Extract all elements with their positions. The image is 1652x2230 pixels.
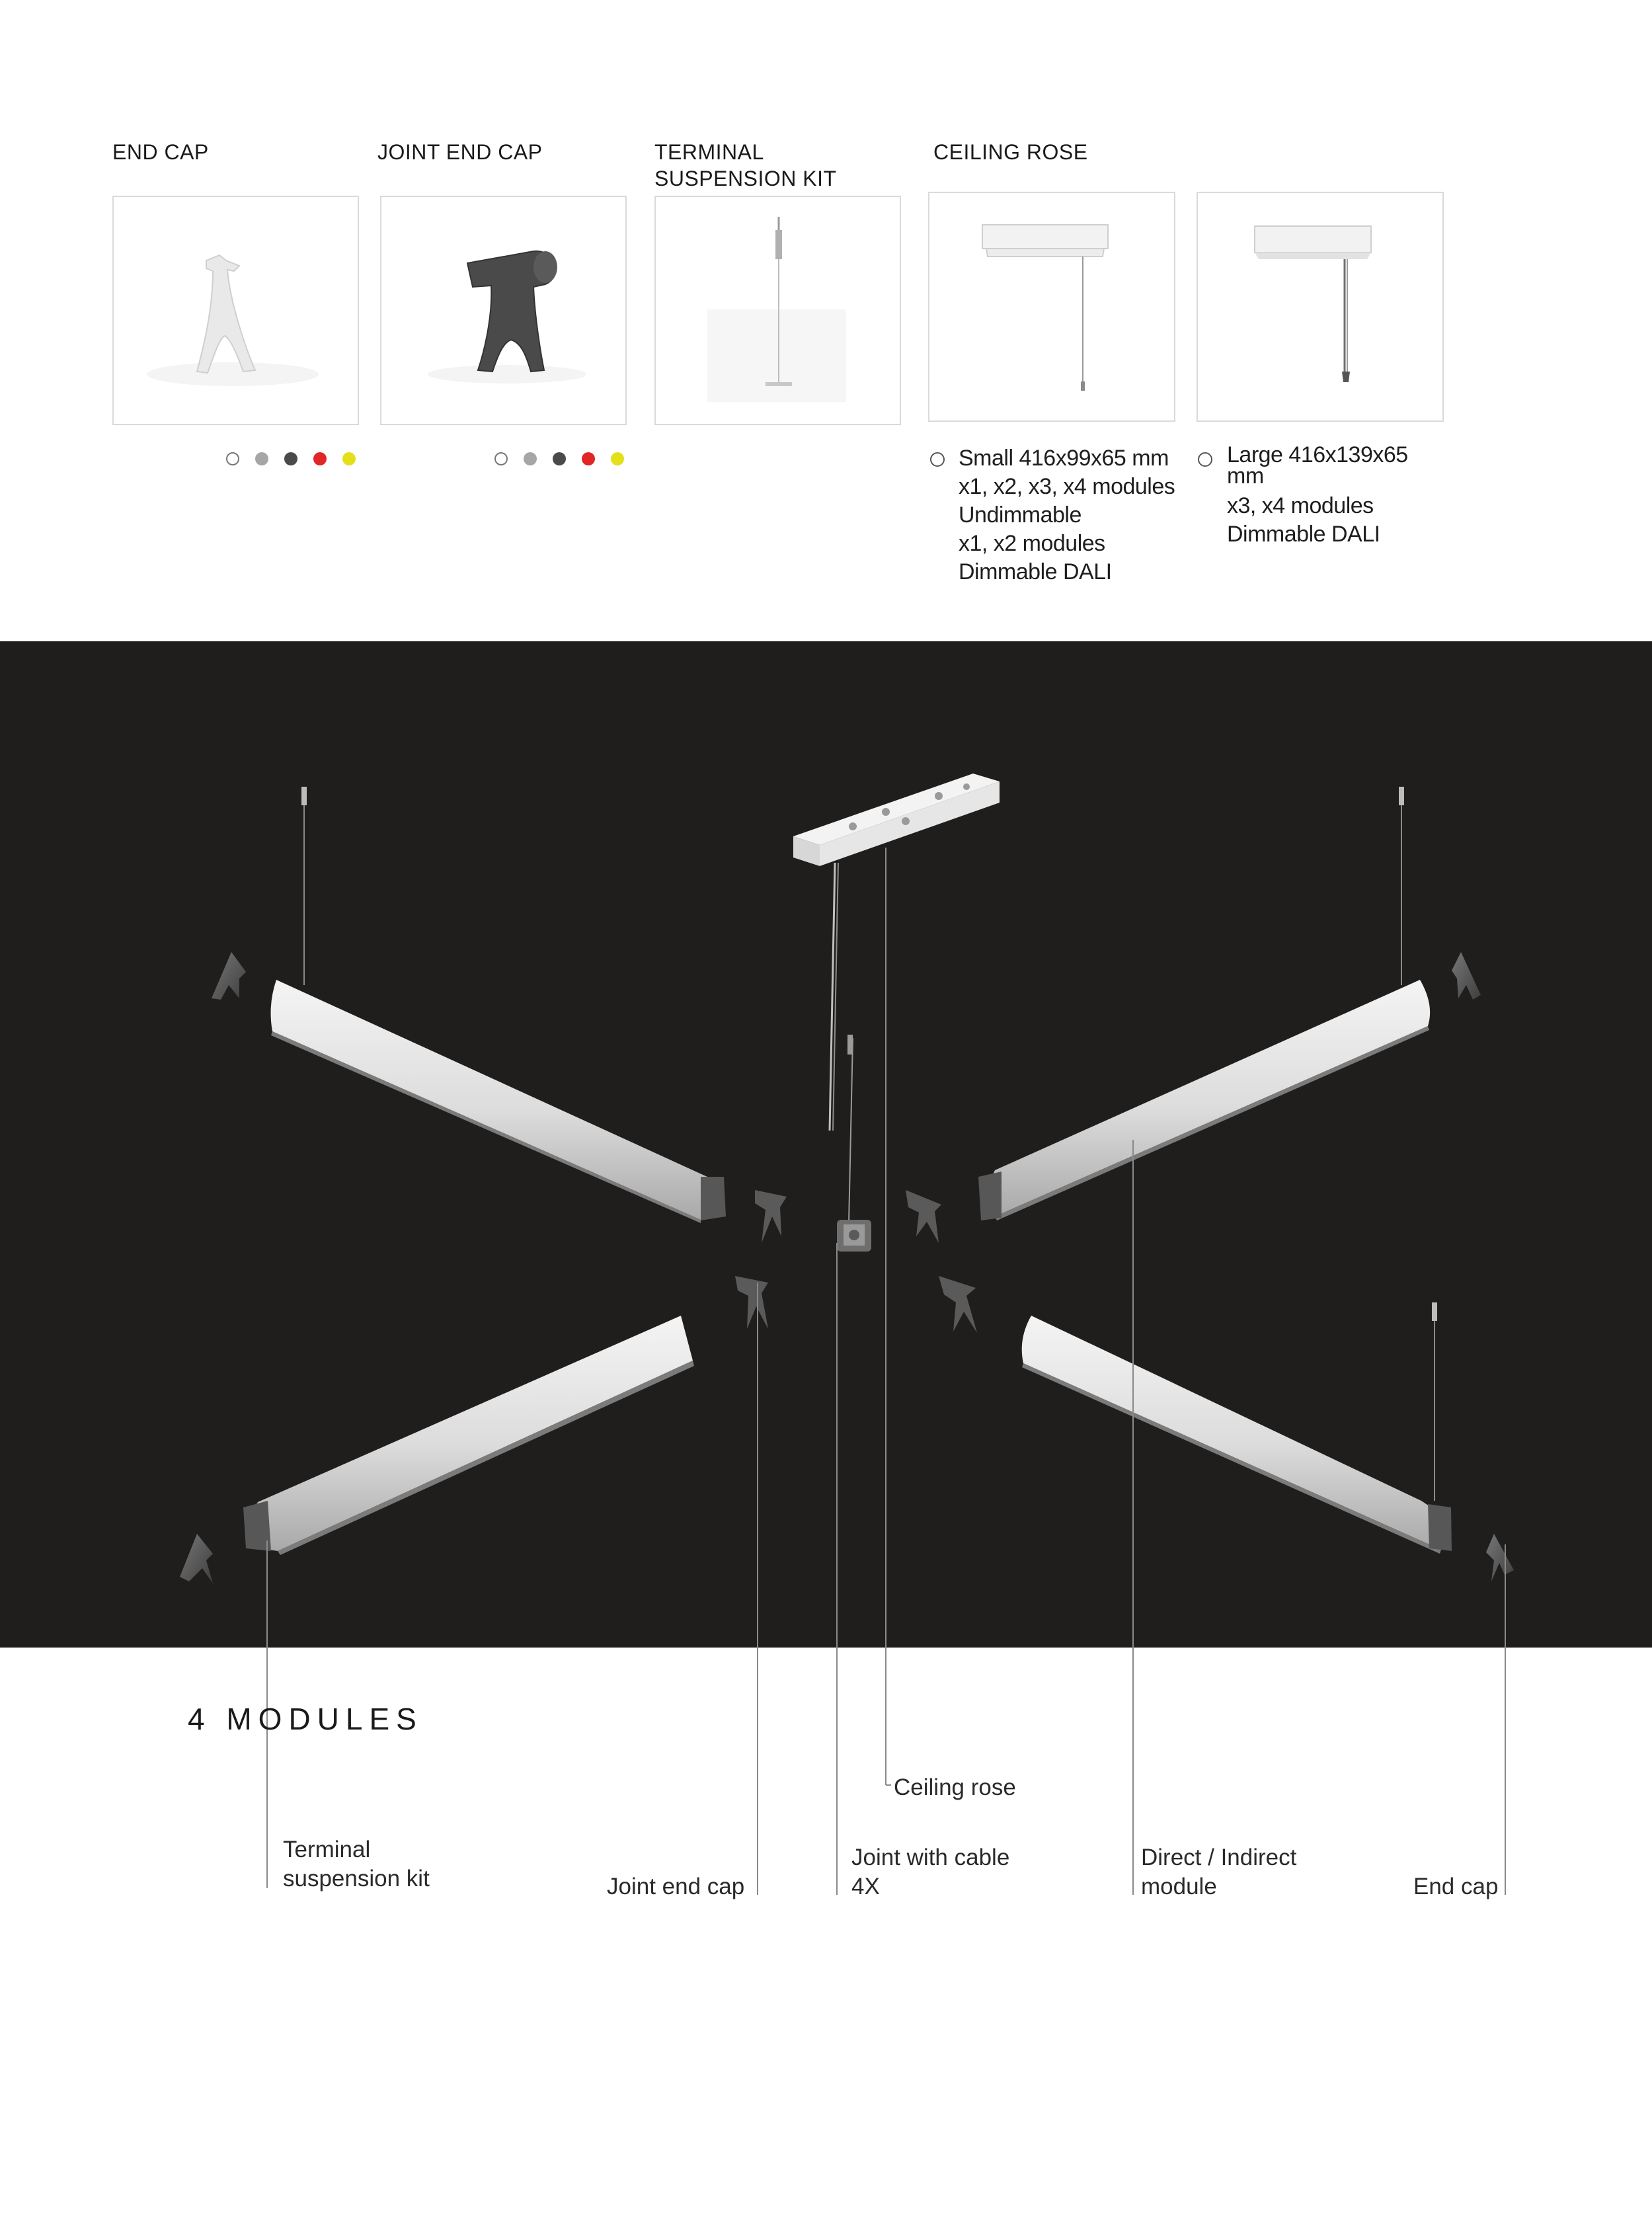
central-joint <box>837 1220 871 1252</box>
spec-name: Large 416x139x65 mm <box>1227 442 1408 489</box>
spec-line: Undimmable <box>959 502 1082 528</box>
spec-name: Small 416x99x65 mm <box>959 446 1169 471</box>
spec-line: x1, x2, x3, x4 modules <box>959 474 1175 499</box>
label-terminal-kit: Terminal suspension kit <box>283 1837 430 1892</box>
label-joint-cable: Joint with cable 4X <box>851 1845 1010 1899</box>
spec-line: Dimmable DALI <box>1227 522 1380 547</box>
diagram-title: 4 MODULES <box>188 1702 423 1736</box>
ceiling-rose-heading: CEILING ROSE <box>933 140 1088 164</box>
ceiling-rose-block <box>793 774 1000 866</box>
spec-line: x3, x4 modules <box>1227 493 1374 518</box>
label-module: Direct / Indirect module <box>1141 1845 1297 1899</box>
spec-line: Dimmable DALI <box>959 559 1112 584</box>
end-cap-heading: END CAP <box>112 140 209 164</box>
spec-line: x1, x2 modules <box>959 531 1105 556</box>
label-joint-end-cap: Joint end cap <box>607 1874 745 1899</box>
leader-lines <box>267 848 1505 1895</box>
joint-end-cap-heading: JOINT END CAP <box>377 140 543 164</box>
terminal-kit-heading: TERMINAL SUSPENSION KIT <box>654 140 837 190</box>
label-ceiling-rose: Ceiling rose <box>894 1774 1016 1800</box>
label-end-cap: End cap <box>1413 1874 1499 1899</box>
